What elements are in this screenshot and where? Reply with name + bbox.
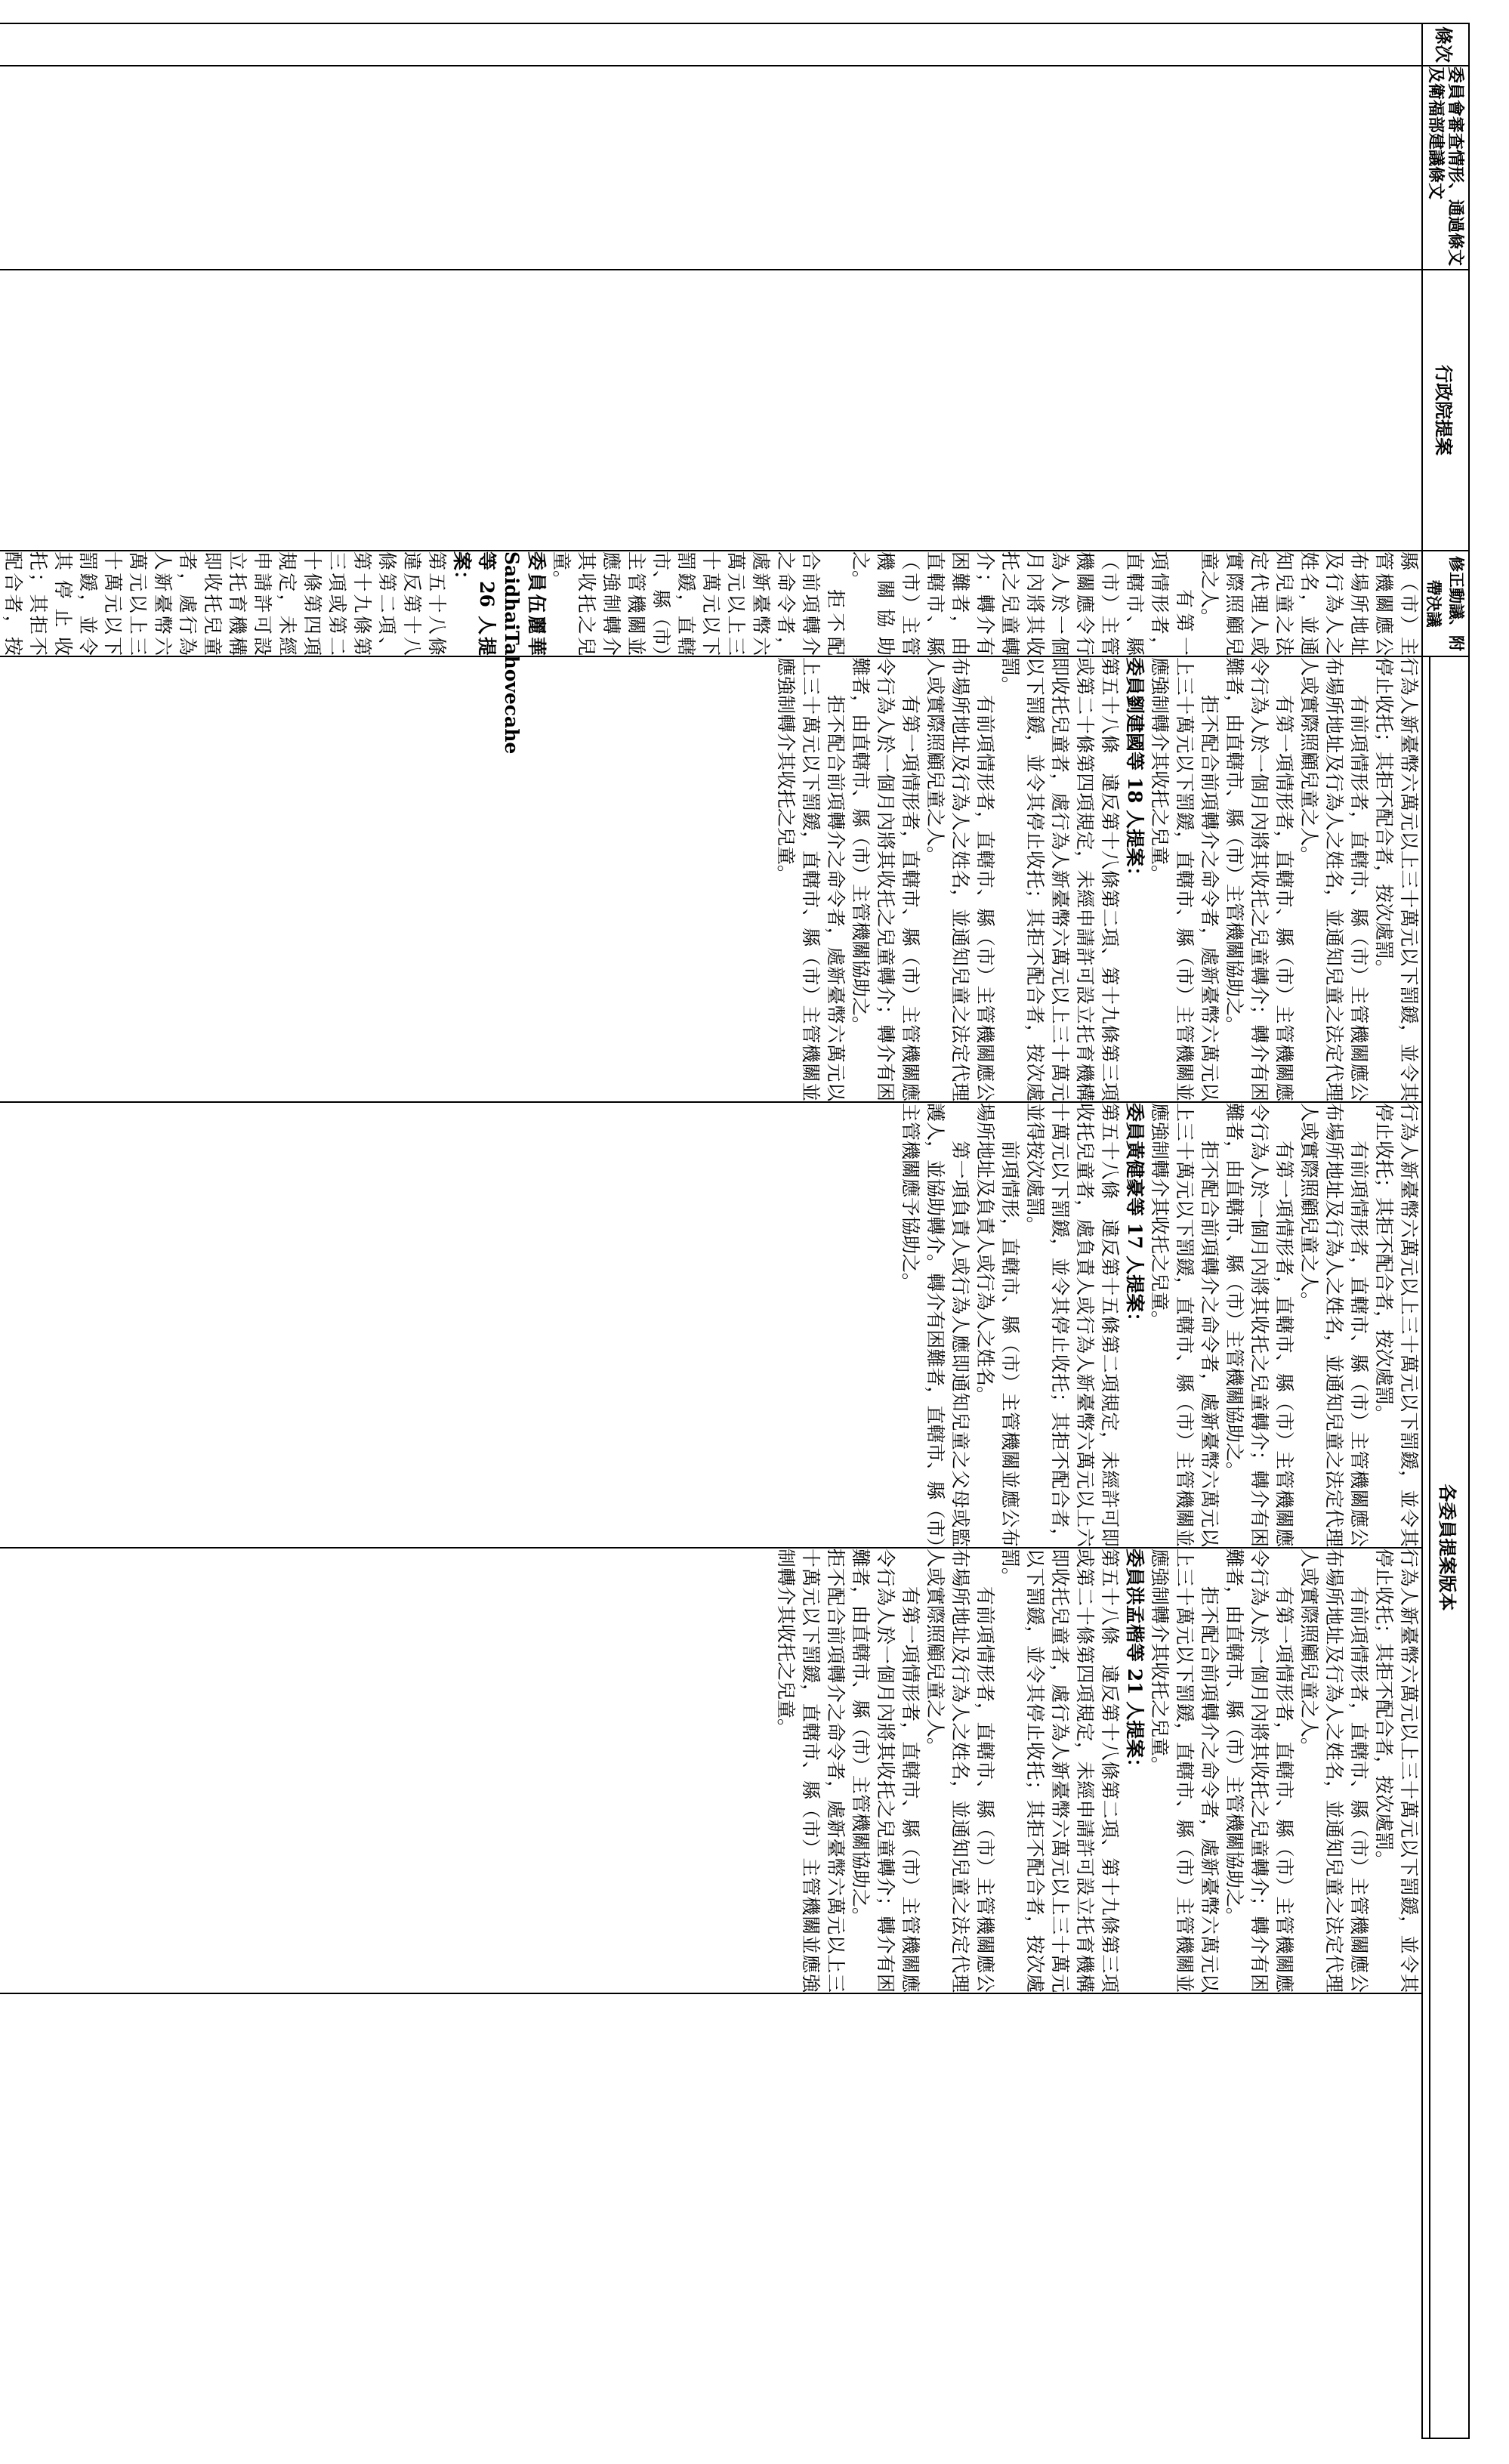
body-review-cell	[0, 66, 1422, 270]
body-executive-cell	[0, 270, 1422, 551]
article-paragraph: 有第一項情形者，直轄市、縣（市）主管機關應令行為人於一個月內將其收托之兒童轉介；轉介有困難者，由直轄市、縣（市）主管機關協助之。	[850, 657, 921, 1101]
article-paragraph: 第五十八條 違反第十八條第二項、第十九條第三項或第二十條第四項規定，未經申請許可設立托育機構即收托兒童者，處行為人新臺幣六萬元以上三十萬元以下罰鍰，並令其停止收托；其拒不配合者，按	[2, 551, 448, 656]
article-paragraph: 有前項情形者，直轄市、縣（市）主管機關應公布場所地址及行為人之姓名，並通知兒童之法定代理人或實際照顧兒童之人。	[1298, 657, 1370, 1101]
article-paragraph: 有第一項情形者，直轄市、縣（市）主管機關應令行為人於一個月內將其收托之兒童轉介；轉介有困難者，由直轄市、縣（市）主管機關協助之。	[850, 551, 1196, 656]
article-paragraph: 有前項情形者，直轄市、縣（市）主管機關應公布場所地址及行為人之姓名，並通知兒童之法定代理人或實際照顧兒童之人。	[924, 657, 996, 1101]
article-paragraph: 有前項情形者，直轄市、縣（市）主管機關應公布場所地址及行為人之姓名，並通知兒童之法定代理人或實際照顧兒童之人。	[924, 1548, 996, 1993]
article-paragraph: 第五十八條 違反第十八條第二項、第十九條第三項或第二十條第四項規定，未經申請許可設立托育機構即收托兒童者，處行為人新臺幣六萬元以上三十萬元以下罰鍰，並令其停止收托；其拒不配合者，按次處罰。	[999, 1548, 1121, 1993]
header-amendment-motion: 修正動議、附帶決議	[1422, 551, 1469, 656]
article-paragraph: 有前項情形者，直轄市、縣（市）主管機關應公布場所地址及行為人之姓名，並通知兒童之法定代理人或實際照顧兒童之人。	[1298, 1103, 1370, 1547]
header-review-status: 委員會審查情形、通過條文及衛福部建議條文	[1422, 66, 1469, 270]
proposer-heading: 委員劉建國等 18 人提案：	[1124, 657, 1146, 886]
article-paragraph: 拒不配合前項轉介之命令者，處新臺幣六萬元以上三十萬元以下罰鍰，直轄市、縣（市）主管機關並應強制轉介其收托之兒童。	[775, 1548, 847, 1993]
article-paragraph: 行為人新臺幣六萬元以上三十萬元以下罰鍰，並令其停止收托；其拒不配合者，按次處罰。	[1373, 1548, 1420, 1993]
article-paragraph: 拒不配合前項轉介之命令者，處新臺幣六萬元以上三十萬元以下罰鍰，直轄市、縣（市）主管機關並應強制轉介其收托之兒童。	[1149, 1103, 1220, 1547]
proposer-heading: 委員黃健豪等 17 人提案：	[1124, 1103, 1146, 1332]
article-paragraph: 第五十八條 違反第十八條第二項、第十九條第三項或第二十條第四項規定，未經申請許可設立托育機構即收托兒童者，處行為人新臺幣六萬元以上三十萬元以下罰鍰，並令其停止收托；其拒不配合者，按次處罰。	[999, 657, 1121, 1101]
article-paragraph: 有第一項情形者，直轄市、縣（市）主管機關應令行為人於一個月內將其收托之兒童轉介；轉介有困難者，由直轄市、縣（市）主管機關協助之。	[1224, 657, 1295, 1101]
article-paragraph: 有前項情形者，直轄市、縣（市）主管機關應公布場所地址及行為人之姓名，並通知兒童之法定代理人或實際照顧兒童之人。	[1298, 1548, 1370, 1993]
article-paragraph: 有第一項情形者，直轄市、縣（市）主管機關應令行為人於一個月內將其收托之兒童轉介；轉介有困難者，由直轄市、縣（市）主管機關協助之。	[1224, 1103, 1295, 1547]
member-proposal-column	[0, 1548, 1422, 1993]
article-paragraph: 行為人新臺幣六萬元以上三十萬元以下罰鍰，並令其停止收托；其拒不配合者，按次處罰。	[1373, 1103, 1420, 1547]
article-paragraph: 有第一項情形者，直轄市、縣（市）主管機關應令行為人於一個月內將其收托之兒童轉介；轉介有困難者，由直轄市、縣（市）主管機關協助之。	[850, 1548, 921, 1993]
article-paragraph: 有第一項情形者，直轄市、縣（市）主管機關應令行為人於一個月內將其收托之兒童轉介；轉介有困難者，由直轄市、縣（市）主管機關協助之。	[1224, 1548, 1295, 1993]
article-paragraph: 拒不配合前項轉介之命令者，處新臺幣六萬元以上三十萬元以下罰鍰，直轄市、縣（市）主管機關並應強制轉介其收托之兒童。	[1149, 1548, 1220, 1993]
article-paragraph: 第一項負責人或行為人應即通知兒童之父母或監護人，並協助轉介。轉介有困難者，直轄市、縣（市）主管機關應予協助之。	[900, 1103, 971, 1547]
proposer-heading: 委員洪孟楷等 21 人提案：	[1124, 1548, 1146, 1777]
article-paragraph: 行為人新臺幣六萬元以上三十萬元以下罰鍰，並令其停止收托；其拒不配合者，按次處罰。	[1373, 657, 1420, 1101]
article-paragraph: 縣（市）主管機關應公布場所地址及行為人之姓名，並通知兒童之法定代理人或實際照顧兒童之人。	[1199, 551, 1420, 656]
article-paragraph: 拒不配合前項轉介之命令者，處新臺幣六萬元以上三十萬元以下罰鍰，直轄市、縣（市）主管機關並應強制轉介其收托之兒童。	[1149, 657, 1220, 1101]
body-article-cell	[0, 23, 1422, 66]
header-executive-proposal: 行政院提案	[1422, 270, 1469, 551]
article-paragraph: 第五十八條 違反第十五條第二項規定，未經許可即收托兒童者，處負責人或行為人新臺幣六萬元以上六十萬元以下罰鍰，並令其停止收托；其拒不配合者，並得按次處罰。	[1024, 1103, 1121, 1547]
proposer-heading: 委員伍麗華 SaidhaiTahovecahe 等 26 人提案：	[451, 551, 548, 755]
header-member-proposals: 各委員提案版本	[1430, 656, 1469, 2438]
article-paragraph: 拒不配合前項轉介之命令者，處新臺幣六萬元以上三十萬元以下罰鍰，直轄市、縣（市）主管機關並應強制轉介其收托之兒童。	[551, 551, 847, 656]
member-proposal-column	[0, 1102, 1422, 1548]
member-proposal-column	[0, 551, 1422, 755]
article-paragraph: 前項情形，直轄市、縣（市）主管機關並應公布場所地址及負責人或行為人之姓名。	[974, 1103, 1021, 1547]
member-proposal-column	[0, 656, 1422, 1102]
header-article-no: 條次	[1422, 23, 1469, 66]
comparison-table	[0, 23, 1470, 2439]
article-paragraph: 拒不配合前項轉介之命令者，處新臺幣六萬元以上三十萬元以下罰鍰，直轄市、縣（市）主管機關並應強制轉介其收托之兒童。	[775, 657, 847, 1101]
